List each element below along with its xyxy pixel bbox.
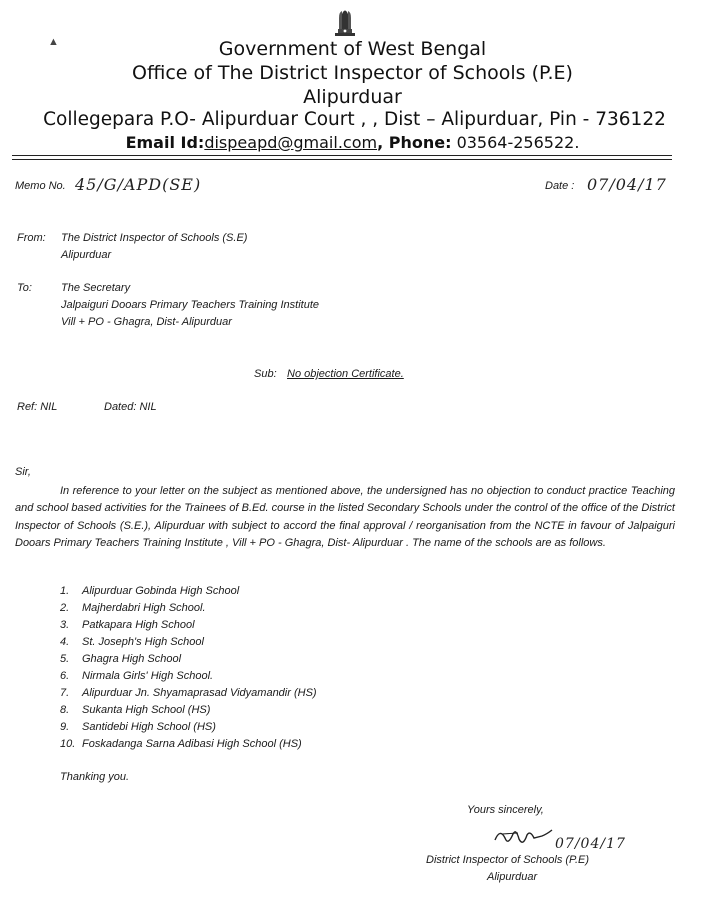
salutation: Sir, <box>15 466 31 478</box>
from-label: From: <box>17 232 46 244</box>
letterhead-line-government: Government of West Bengal <box>218 38 487 60</box>
ref-dated: Dated: NIL <box>104 401 157 413</box>
letterhead-line-address: Collegepara P.O- Alipurduar Court , , Dist – Alipurduar, Pin - 736122 <box>43 109 666 130</box>
phone-label: , Phone: <box>377 133 452 152</box>
list-item: 8. Sukanta High School (HS) <box>60 704 211 716</box>
signatory-place: Alipurduar <box>487 871 538 883</box>
list-item: 5. Ghagra High School <box>60 653 182 665</box>
date-label: Date : <box>545 180 575 192</box>
scan-mark: ▲ <box>48 36 59 48</box>
memo-date: 07/04/17 <box>587 175 667 194</box>
ref-text: Ref: NIL <box>17 401 58 413</box>
subject-text: No objection Certificate. <box>287 368 404 380</box>
letterhead-line-office: Office of The District Inspector of Schools (P.E) <box>132 62 573 84</box>
list-item: 6. Nirmala Girls' High School. <box>60 670 214 682</box>
list-item: 7. Alipurduar Jn. Shyamaprasad Vidyamandir (HS) <box>60 687 317 699</box>
from-line-2: Alipurduar <box>61 249 112 261</box>
signature-date: 07/04/17 <box>555 836 626 852</box>
header-divider-top <box>12 155 672 156</box>
closing-yours: Yours sincerely, <box>467 804 544 816</box>
list-item: 10. Foskadanga Sarna Adibasi High School (HS) <box>60 738 302 750</box>
body-paragraph-text: In reference to your letter on the subject as mentioned above, the undersigned has no objection to conduct practice Teaching and school based activities for the Trainees of B.Ed. course in the listed Secondary Schools under the control of the office of the District Inspector of Schools (S.E.), Alipurduar with subject to accord the final approval / reorganisation from the NCTE in favour of Jalpaiguri Dooars Primary Teachers Training Institute , Vill + PO - Ghagra, Dist- Alipurduar . The name of the schools are as follows. <box>15 485 675 549</box>
signature-icon <box>492 822 558 852</box>
body-paragraph <box>15 483 675 552</box>
signatory-title: District Inspector of Schools (P.E) <box>426 854 590 866</box>
to-line-1: The Secretary <box>61 282 131 294</box>
letterhead-line-district: Alipurduar <box>303 86 402 108</box>
subject-label: Sub: <box>254 368 277 380</box>
email-link[interactable]: dispeapd@gmail.com <box>204 133 378 152</box>
memo-number: 45/G/APD(SE) <box>75 175 202 194</box>
list-item: 3. Patkapara High School <box>60 619 195 631</box>
list-item: 1. Alipurduar Gobinda High School <box>60 585 240 597</box>
list-item: 2. Majherdabri High School. <box>60 602 206 614</box>
to-line-2: Jalpaiguri Dooars Primary Teachers Training Institute <box>61 299 320 311</box>
memo-label: Memo No. <box>15 180 66 192</box>
list-item: 4. St. Joseph's High School <box>60 636 204 648</box>
email-label: Email Id: <box>125 133 205 152</box>
list-item: 9. Santidebi High School (HS) <box>60 721 216 733</box>
closing-thanks: Thanking you. <box>60 771 130 783</box>
phone-number: 03564-256522. <box>451 133 580 152</box>
letterhead-contact <box>0 133 705 152</box>
header-divider-bottom <box>12 159 672 160</box>
to-line-3: Vill + PO - Ghagra, Dist- Alipurduar <box>61 316 232 328</box>
to-label: To: <box>17 282 32 294</box>
state-emblem-icon <box>331 4 359 38</box>
from-line-1: The District Inspector of Schools (S.E) <box>61 232 248 244</box>
school-list <box>60 585 317 755</box>
